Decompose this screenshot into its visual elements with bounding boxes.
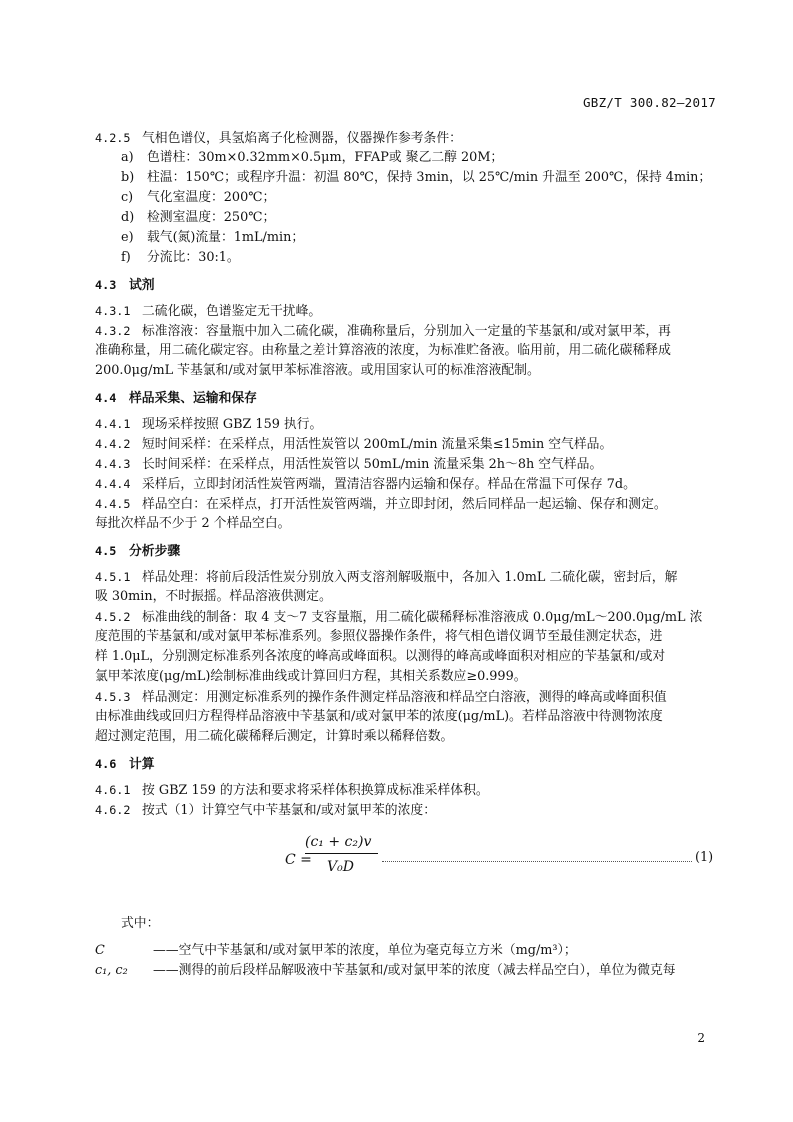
heading-number: 4.6 xyxy=(95,757,117,771)
list-item xyxy=(95,228,717,248)
section-heading-4-6 xyxy=(95,754,717,774)
clause-text: 现场采样按照 GBZ 159 执行。 xyxy=(142,417,323,432)
clause-text: 标准曲线的制备：取 4 支～7 支容量瓶，用二硫化碳稀释标准溶液成 0.0μg/mL～200.0μg/mL 浓 xyxy=(142,610,703,625)
section-4-4-5 xyxy=(95,494,717,514)
clause-text-line: 200.0μg/mL 苄基氯和/或对氯甲苯标准溶液。或用国家认可的标准溶液配制。 xyxy=(95,363,540,378)
section-heading-4-5 xyxy=(95,541,717,561)
list-text: 分流比：30:1。 xyxy=(147,250,240,265)
heading-number: 4.4 xyxy=(95,391,117,405)
clause-text: 长时间采样：在采样点，用活性炭管以 50mL/min 流量采集 2h～8h 空气样品。 xyxy=(142,457,603,472)
list-text: 载气(氮)流量：1mL/min； xyxy=(147,230,305,245)
equation-number: (1) xyxy=(695,850,714,865)
section-4-4-1 xyxy=(95,414,717,434)
clause-text: 采样后，立即封闭活性炭管两端，置清洁容器内运输和保存。样品在常温下可保存 7d。 xyxy=(142,477,636,492)
list-text: 检测室温度：250℃； xyxy=(147,210,276,225)
list-item xyxy=(95,208,717,228)
heading-title: 样品采集、运输和保存 xyxy=(129,391,257,406)
section-4-5-2 xyxy=(95,607,717,627)
clause-number: 4.6.2 xyxy=(95,803,131,817)
clause-number: 4.4.2 xyxy=(95,437,131,451)
clause-number: 4.2.5 xyxy=(95,131,131,145)
formula-denominator: V₀D xyxy=(327,859,354,875)
clause-number: 4.4.5 xyxy=(95,497,131,511)
heading-title: 试剂 xyxy=(129,278,155,293)
clause-text: 样品处理：将前后段活性炭分别放入两支溶剂解吸瓶中，各加入 1.0mL 二硫化碳，密封后，解 xyxy=(142,570,678,585)
clause-text-line: 样 1.0μL，分别测定标准系列各浓度的峰高或峰面积。以测得的峰高或峰面积对相应的苄基氯和/或对 xyxy=(95,649,666,664)
clause-number: 4.4.4 xyxy=(95,477,131,491)
heading-number: 4.3 xyxy=(95,278,117,292)
clause-text: 样品空白：在采样点，打开活性炭管两端，并立即封闭，然后同样品一起运输、保存和测定。 xyxy=(142,497,667,512)
clause-number: 4.6.1 xyxy=(95,783,131,797)
section-4-4-2 xyxy=(95,434,717,454)
list-text: 气化室温度：200℃； xyxy=(147,190,276,205)
section-4-6-2 xyxy=(95,800,717,820)
list-label: a) xyxy=(121,150,134,165)
clause-text: 按式（1）计算空气中苄基氯和/或对氯甲苯的浓度： xyxy=(142,803,436,818)
clause-text: 气相色谱仪，具氢焰离子化检测器，仪器操作参考条件： xyxy=(142,131,462,146)
symbol: C xyxy=(95,943,105,958)
definition-row xyxy=(95,941,717,961)
list-item xyxy=(95,168,717,188)
clause-text-line: 氯甲苯浓度(μg/mL)绘制标准曲线或计算回归方程，其相关系数应≥0.999。 xyxy=(95,669,527,684)
clause-text: 按 GBZ 159 的方法和要求将采样体积换算成标准采样体积。 xyxy=(142,783,489,798)
clause-number: 4.4.1 xyxy=(95,417,131,431)
dot-leader xyxy=(382,851,692,862)
clause-text: 样品测定：用测定标准系列的操作条件测定样品溶液和样品空白溶液，测得的峰高或峰面积值 xyxy=(142,690,667,705)
clause-text-line: 由标准曲线或回归方程得样品溶液中苄基氯和/或对氯甲苯的浓度(μg/mL)。若样品溶液中待测物浓度 xyxy=(95,709,663,724)
section-4-5-3 xyxy=(95,687,717,707)
page-number: 2 xyxy=(697,1031,705,1045)
list-label: d) xyxy=(121,210,135,225)
list-text: 柱温：150℃；或程序升温：初温 80℃，保持 3min，以 25℃/min 升温至 200℃，保持 4min； xyxy=(147,170,712,185)
clause-text: 标准溶液：容量瓶中加入二硫化碳，准确称量后，分别加入一定量的苄基氯和/或对氯甲苯，再 xyxy=(142,324,671,339)
list-text: 色谱柱：30m×0.32mm×0.5μm，FFAP或 聚乙二醇 20M； xyxy=(147,150,504,165)
heading-title: 计算 xyxy=(129,757,155,772)
list-label: e) xyxy=(121,230,134,245)
clause-text: 短时间采样：在采样点，用活性炭管以 200mL/min 流量采集≤15min 空气样品。 xyxy=(142,437,613,452)
heading-number: 4.5 xyxy=(95,544,117,558)
section-heading-4-4 xyxy=(95,388,717,408)
formula-lhs: C = xyxy=(285,852,312,868)
heading-title: 分析步骤 xyxy=(129,544,181,559)
section-heading-4-3 xyxy=(95,275,717,295)
section-4-3-2 xyxy=(95,321,717,341)
clause-number: 4.3.2 xyxy=(95,324,131,338)
clause-text-line: 吸 30min，不时振摇。样品溶液供测定。 xyxy=(95,589,332,604)
fraction-bar xyxy=(305,853,378,854)
definition-text: ——测得的前后段样品解吸液中苄基氯和/或对氯甲苯的浓度（减去样品空白），单位为微克每 xyxy=(153,963,676,978)
list-label: c) xyxy=(121,190,134,205)
clause-text-line: 准确称量，用二硫化碳定容。由称量之差计算溶液的浓度，为标准贮备液。临用前，用二硫化碳稀释成 xyxy=(95,343,671,358)
definition-row xyxy=(95,961,717,981)
clause-text-line: 度范围的苄基氯和/或对氯甲苯标准系列。参照仪器操作条件，将气相色谱仪调节至最佳测定状态，进 xyxy=(95,629,663,644)
document-body xyxy=(95,128,717,981)
list-label: b) xyxy=(121,170,135,185)
clause-number: 4.3.1 xyxy=(95,304,131,318)
clause-text: 二硫化碳，色谱鉴定无干扰峰。 xyxy=(142,304,322,319)
list-item xyxy=(95,188,717,208)
clause-number: 4.5.2 xyxy=(95,610,131,624)
clause-text-line: 超过测定范围，用二硫化碳稀释后测定，计算时乘以稀释倍数。 xyxy=(95,729,454,744)
section-4-5-1 xyxy=(95,567,717,587)
where-label: 式中： xyxy=(121,916,160,931)
list-label: f) xyxy=(121,250,131,265)
section-4-3-1 xyxy=(95,301,717,321)
clause-text-line: 每批次样品不少于 2 个样品空白。 xyxy=(95,516,291,531)
section-4-6-1 xyxy=(95,780,717,800)
section-4-4-3 xyxy=(95,454,717,474)
standard-number: GBZ/T 300.82—2017 xyxy=(582,95,716,110)
formula-numerator: (c₁ + c₂)v xyxy=(305,834,372,850)
list-item xyxy=(95,248,717,268)
clause-number: 4.5.3 xyxy=(95,690,131,704)
equation-1 xyxy=(95,830,717,892)
clause-number: 4.5.1 xyxy=(95,570,131,584)
symbol: c₁, c₂ xyxy=(95,963,128,978)
definition-text: ——空气中苄基氯和/或对氯甲苯的浓度，单位为毫克每立方米（mg/m³）； xyxy=(153,943,577,958)
section-4-2-5 xyxy=(95,128,717,148)
list-item xyxy=(95,148,717,168)
clause-number: 4.4.3 xyxy=(95,457,131,471)
section-4-4-4 xyxy=(95,474,717,494)
